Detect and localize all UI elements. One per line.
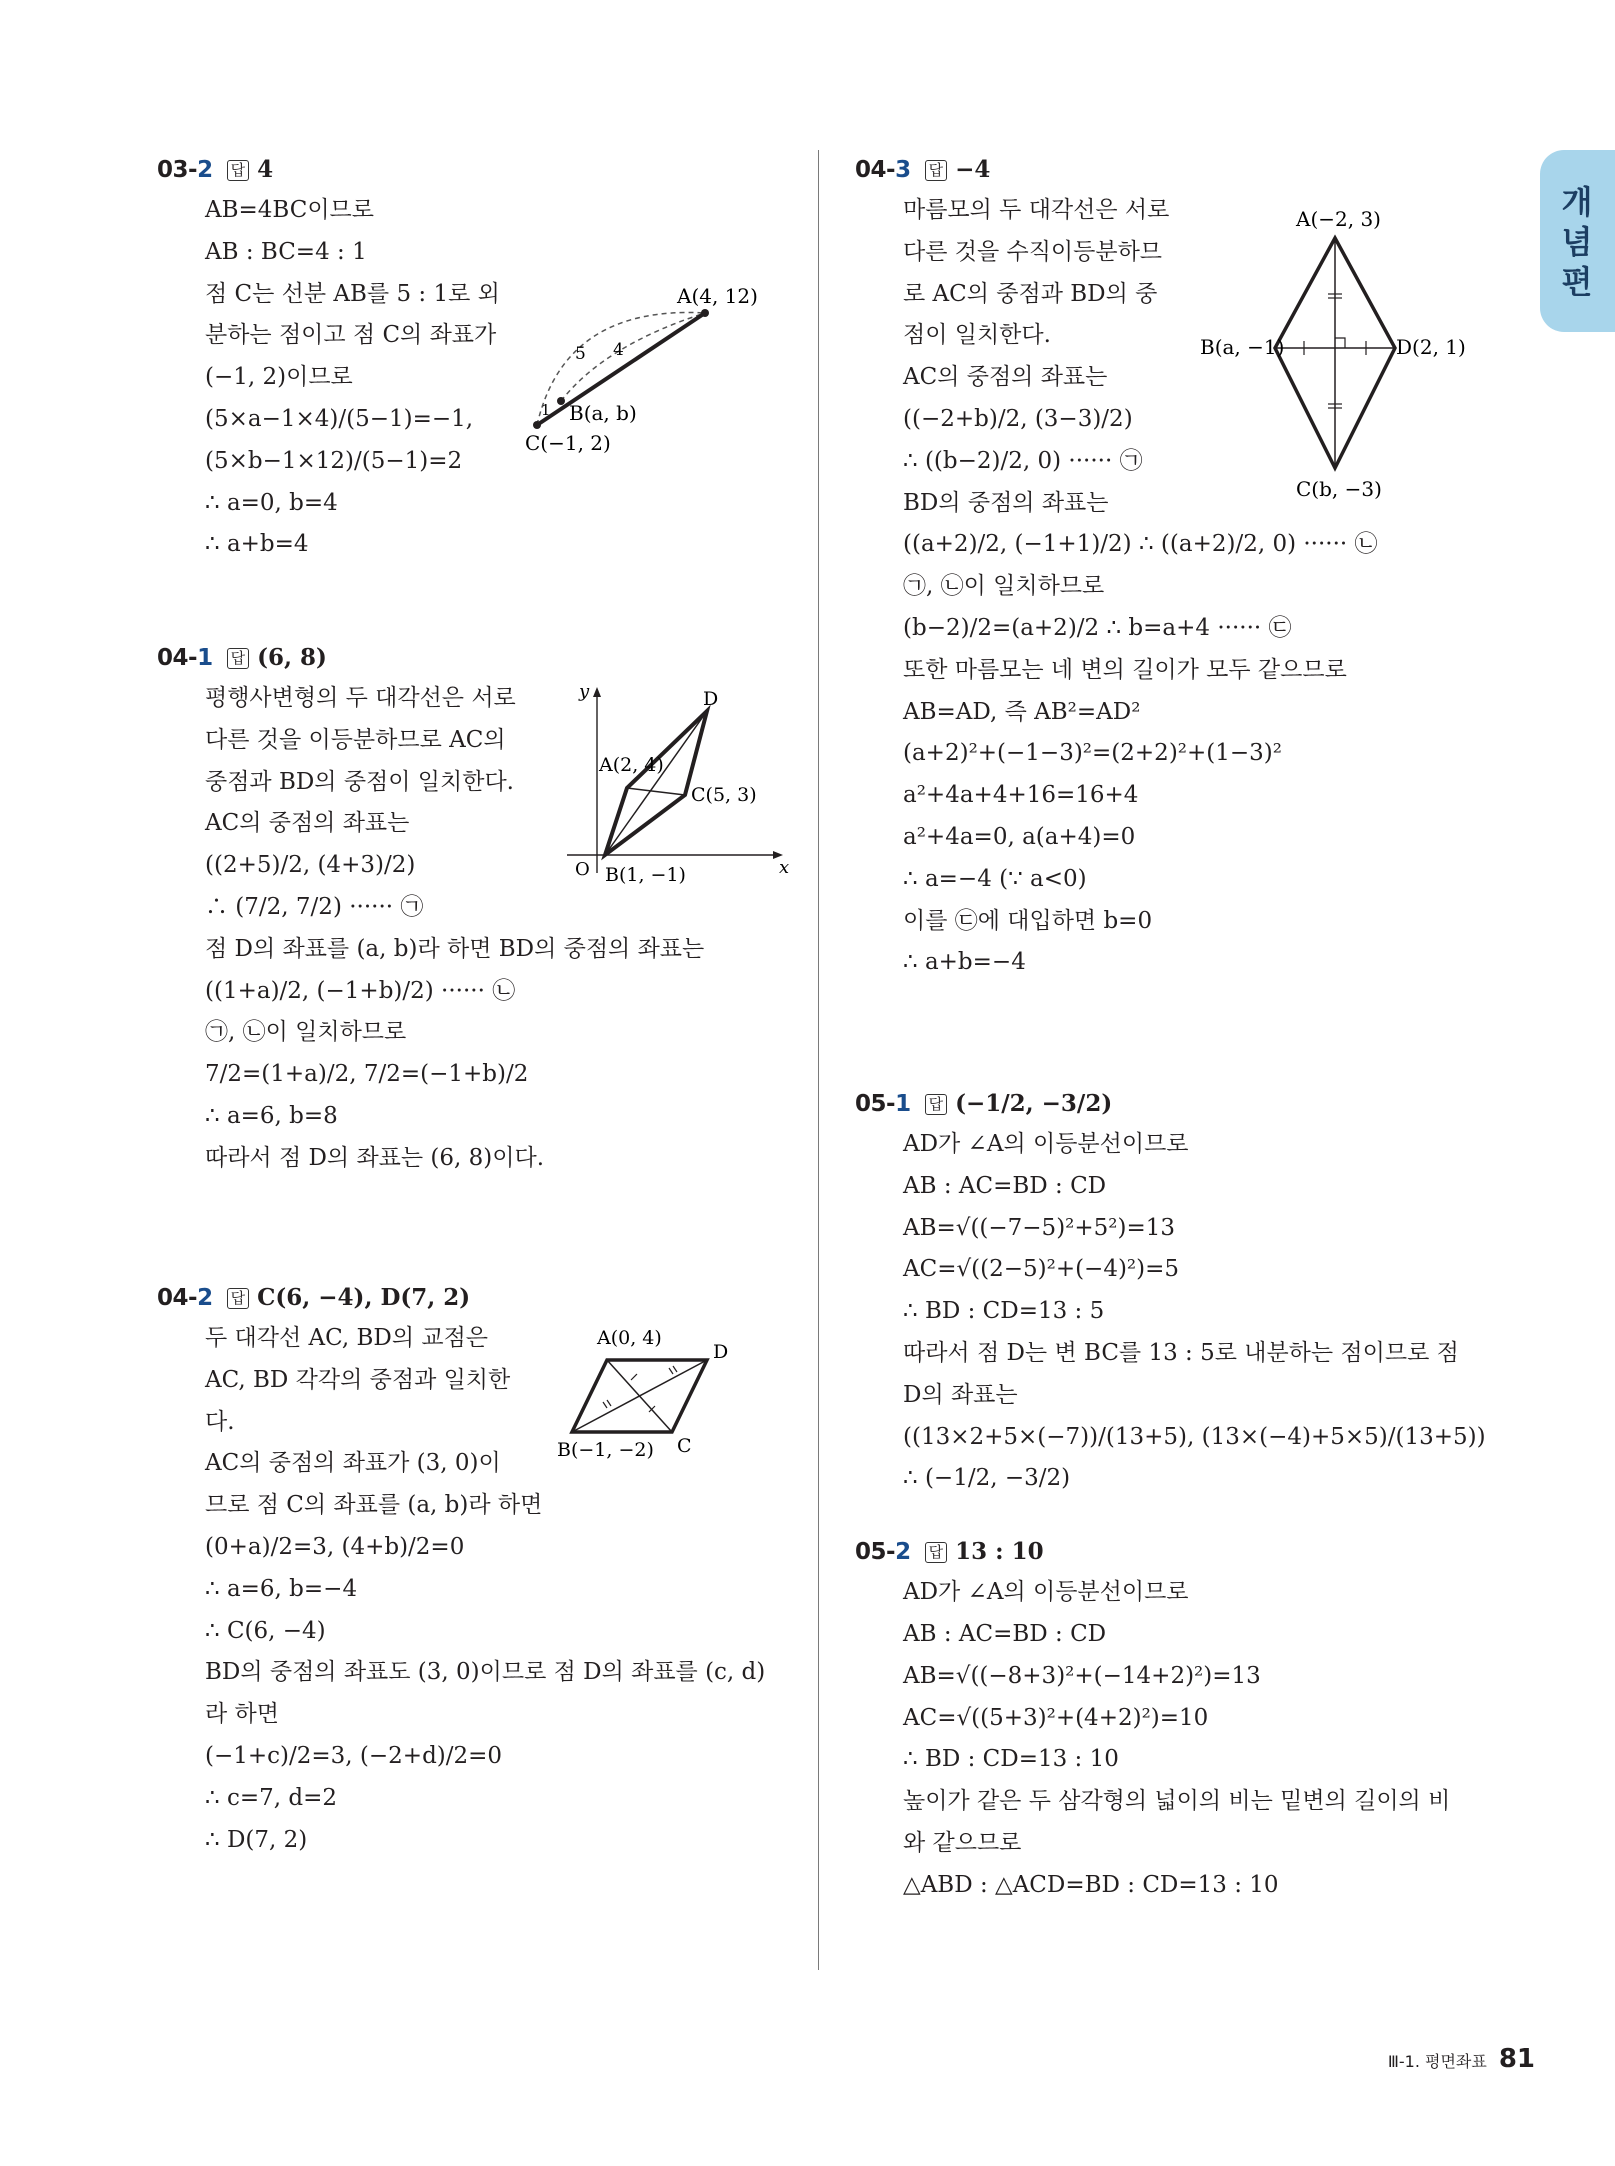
footer-section: Ⅲ-1. 평면좌표 bbox=[1387, 2052, 1487, 2071]
solution-line: (b−2)/2=(a+2)/2 ∴ b=a+4 ······ ㉢ bbox=[903, 614, 1292, 641]
solution-line: ∴ BD : CD=13 : 5 bbox=[903, 1298, 1105, 1325]
solution-line: AC의 중점의 좌표는 bbox=[205, 810, 410, 837]
problem-05-2 bbox=[855, 1532, 1495, 1906]
solution-line: ((−2+b)/2, (3−3)/2) bbox=[903, 405, 1133, 432]
label-A: A(−2, 3) bbox=[1296, 207, 1381, 231]
solution-line: ∴ a=0, b=4 bbox=[205, 489, 338, 516]
label-C: C(b, −3) bbox=[1296, 477, 1382, 501]
answer-mark: 답 bbox=[925, 1094, 948, 1115]
diagram-rhombus bbox=[1200, 198, 1470, 518]
solution-line: ∴ BD : CD=13 : 10 bbox=[903, 1746, 1119, 1773]
solution-line: 로 AC의 중점과 BD의 중 bbox=[903, 280, 1158, 307]
solution-line: ∴ ((b−2)/2, 0) ······ ㉠ bbox=[903, 447, 1143, 474]
solution-line: 다른 것을 수직이등분하므 bbox=[903, 238, 1163, 265]
label-D: D(2, 1) bbox=[1396, 335, 1466, 359]
solution-line: AD가 ∠A의 이등분선이므로 bbox=[903, 1579, 1189, 1606]
solution-line: AB=4BC이므로 bbox=[205, 197, 374, 223]
answer-value: (−1/2, −3/2) bbox=[955, 1090, 1113, 1117]
solution-line: 라 하면 bbox=[205, 1701, 279, 1728]
label-O: O bbox=[575, 859, 590, 880]
right-column bbox=[855, 150, 1495, 1965]
solution-line: 이를 ㉢에 대입하면 b=0 bbox=[903, 907, 1153, 934]
solution-line: 평행사변형의 두 대각선은 서로 bbox=[205, 685, 516, 711]
solution-line: △ABD : △ACD=BD : CD=13 : 10 bbox=[903, 1871, 1279, 1898]
solution-line: ∴ c=7, d=2 bbox=[205, 1784, 337, 1811]
answer-value: 13 : 10 bbox=[955, 1538, 1044, 1566]
label-B: B(a, −1) bbox=[1200, 335, 1285, 359]
solution-line: 따라서 점 D의 좌표는 (6, 8)이다. bbox=[205, 1144, 545, 1171]
solution-line: 또한 마름모는 네 변의 길이가 모두 같으므로 bbox=[903, 656, 1347, 683]
solution-line: ∴ a=6, b=−4 bbox=[205, 1575, 358, 1602]
label-C: C(5, 3) bbox=[691, 784, 757, 806]
label-x: x bbox=[779, 857, 790, 878]
label-B: B(−1, −2) bbox=[557, 1439, 654, 1461]
solution-line: ∴ a=6, b=8 bbox=[205, 1102, 338, 1129]
solution-line: ∴ (−1/2, −3/2) bbox=[903, 1465, 1071, 1492]
problem-number: 03-2 bbox=[157, 157, 213, 183]
label-D: D bbox=[713, 1341, 729, 1363]
problem-header bbox=[157, 150, 797, 190]
solution-line: AB=AD, 즉 AB²=AD² bbox=[903, 698, 1141, 725]
label-A: A(4, 12) bbox=[677, 284, 758, 308]
solution-line: ∴ (7/2, 7/2) ······ ㉠ bbox=[205, 893, 424, 920]
label-A: A(0, 4) bbox=[597, 1327, 662, 1349]
problem-04-3 bbox=[855, 150, 1495, 1054]
solution-line: ((13×2+5×(−7))/(13+5), (13×(−4)+5×5)/(13+5)) bbox=[903, 1423, 1486, 1450]
solution-line: ∴ D(7, 2) bbox=[205, 1826, 308, 1853]
solution-line: ∴ C(6, −4) bbox=[205, 1617, 326, 1644]
solution-line: BD의 중점의 좌표도 (3, 0)이므로 점 D의 좌표를 (c, d) bbox=[205, 1659, 766, 1686]
solution-line: (5×a−1×4)/(5−1)=−1, bbox=[205, 405, 474, 432]
solution-line: a²+4a=0, a(a+4)=0 bbox=[903, 823, 1136, 850]
solution-line: AD가 ∠A의 이등분선이므로 bbox=[903, 1131, 1189, 1157]
answer-mark: 답 bbox=[227, 160, 250, 181]
side-tab-label: 개념편 bbox=[1561, 183, 1593, 301]
problem-03-2 bbox=[157, 150, 797, 580]
solution-line: ((2+5)/2, (4+3)/2) bbox=[205, 852, 416, 879]
solution-line: 와 같으므로 bbox=[903, 1829, 1022, 1856]
label-C: C(−1, 2) bbox=[525, 431, 611, 455]
label-B: B(a, b) bbox=[569, 401, 637, 425]
solution-line: AB=√((−7−5)²+5²)=13 bbox=[903, 1214, 1176, 1241]
solution-line: (−1, 2)이므로 bbox=[205, 364, 353, 391]
solution-line: 분하는 점이고 점 C의 좌표가 bbox=[205, 322, 497, 349]
solution-line: D의 좌표는 bbox=[903, 1381, 1018, 1408]
problem-header bbox=[855, 1532, 1495, 1572]
solution-line: ㉠, ㉡이 일치하므로 bbox=[903, 573, 1105, 600]
solution-line: AC, BD 각각의 중점과 일치한 bbox=[205, 1366, 511, 1393]
solution-line: (−1+c)/2=3, (−2+d)/2=0 bbox=[205, 1742, 503, 1769]
label-4: 4 bbox=[613, 340, 624, 360]
solution-line: 다. bbox=[205, 1408, 235, 1435]
solution-line: AB : AC=BD : CD bbox=[903, 1172, 1107, 1199]
solution-line: 점이 일치한다. bbox=[903, 322, 1051, 349]
problem-04-2 bbox=[157, 1278, 797, 1861]
solution-line: 마름모의 두 대각선은 서로 bbox=[903, 197, 1170, 223]
answer-mark: 답 bbox=[227, 1288, 250, 1309]
label-A: A(2, 4) bbox=[599, 754, 664, 776]
left-column bbox=[157, 150, 797, 1919]
label-B: B(1, −1) bbox=[605, 864, 686, 886]
solution-line: a²+4a+4+16=16+4 bbox=[903, 782, 1139, 809]
solution-line: 점 D의 좌표를 (a, b)라 하면 BD의 중점의 좌표는 bbox=[205, 935, 705, 962]
solution-line: AB=√((−8+3)²+(−14+2)²)=13 bbox=[903, 1662, 1261, 1689]
label-y: y bbox=[579, 683, 590, 702]
solution-line: 높이가 같은 두 삼각형의 넓이의 비는 밑변의 길이의 비 bbox=[903, 1788, 1451, 1815]
answer-value: C(6, −4), D(7, 2) bbox=[257, 1284, 471, 1311]
label-5: 5 bbox=[575, 344, 586, 364]
solution-line: BD의 중점의 좌표는 bbox=[903, 489, 1109, 516]
problem-header bbox=[157, 638, 797, 678]
solution-line: ((a+2)/2, (−1+1)/2) ∴ ((a+2)/2, 0) ······ ㉡ bbox=[903, 531, 1378, 558]
problem-header bbox=[855, 1084, 1495, 1124]
problem-number: 04-2 bbox=[157, 1285, 213, 1311]
problem-05-1 bbox=[855, 1084, 1495, 1500]
solution-line: ∴ a+b=−4 bbox=[903, 949, 1026, 976]
answer-mark: 답 bbox=[227, 648, 250, 669]
answer-value: 4 bbox=[257, 156, 274, 183]
problem-header bbox=[157, 1278, 797, 1318]
diagram-parallelogram-diagonals bbox=[557, 1322, 797, 1462]
answer-value: −4 bbox=[955, 156, 991, 183]
solution-line: (a+2)²+(−1−3)²=(2+2)²+(1−3)² bbox=[903, 740, 1282, 767]
solution-line: 점 C는 선분 AB를 5 : 1로 외 bbox=[205, 280, 500, 307]
label-D: D bbox=[703, 688, 719, 710]
solution-line: AC=√((5+3)²+(4+2)²)=10 bbox=[903, 1704, 1209, 1731]
diagram-parallelogram-axes bbox=[557, 683, 797, 913]
solution bbox=[855, 1572, 1495, 1906]
solution-line: 다른 것을 이등분하므로 AC의 bbox=[205, 726, 506, 753]
problem-number: 05-1 bbox=[855, 1091, 911, 1117]
solution-line: ㉠, ㉡이 일치하므로 bbox=[205, 1019, 407, 1046]
solution-line: AC=√((2−5)²+(−4)²)=5 bbox=[903, 1256, 1180, 1283]
solution-line: 따라서 점 D는 변 BC를 13 : 5로 내분하는 점이므로 점 bbox=[903, 1339, 1459, 1366]
answer-mark: 답 bbox=[925, 160, 948, 181]
answer-value: (6, 8) bbox=[257, 644, 327, 671]
solution-line: AB : AC=BD : CD bbox=[903, 1620, 1107, 1647]
problem-header bbox=[855, 150, 1495, 190]
label-1: 1 bbox=[541, 401, 551, 419]
solution-line: 중점과 BD의 중점이 일치한다. bbox=[205, 768, 514, 795]
solution-line: 므로 점 C의 좌표를 (a, b)라 하면 bbox=[205, 1492, 543, 1519]
solution-line: ((1+a)/2, (−1+b)/2) ······ ㉡ bbox=[205, 977, 516, 1004]
side-tab bbox=[1540, 150, 1615, 332]
solution-line: AC의 중점의 좌표는 bbox=[903, 364, 1108, 391]
solution-line: ∴ a+b=4 bbox=[205, 531, 309, 558]
page-footer bbox=[1388, 2044, 1535, 2074]
solution-line: (5×b−1×12)/(5−1)=2 bbox=[205, 447, 463, 474]
solution-line: 7/2=(1+a)/2, 7/2=(−1+b)/2 bbox=[205, 1061, 529, 1088]
problem-number: 05-2 bbox=[855, 1539, 911, 1566]
solution bbox=[855, 1124, 1495, 1500]
solution-line: AB : BC=4 : 1 bbox=[205, 238, 367, 265]
solution-line: (0+a)/2=3, (4+b)/2=0 bbox=[205, 1533, 465, 1560]
column-divider bbox=[818, 150, 819, 1970]
diagram-external-division bbox=[525, 275, 785, 455]
page-number: 81 bbox=[1498, 2044, 1535, 2074]
solution-line: 두 대각선 AC, BD의 교점은 bbox=[205, 1325, 489, 1351]
solution-line: AC의 중점의 좌표가 (3, 0)이 bbox=[205, 1450, 501, 1477]
problem-04-1 bbox=[157, 638, 797, 1220]
answer-mark: 답 bbox=[925, 1542, 948, 1563]
label-C: C bbox=[677, 1435, 692, 1457]
solution-line: ∴ a=−4 (∵ a<0) bbox=[903, 865, 1087, 892]
problem-number: 04-3 bbox=[855, 157, 911, 183]
problem-number: 04-1 bbox=[157, 645, 213, 671]
